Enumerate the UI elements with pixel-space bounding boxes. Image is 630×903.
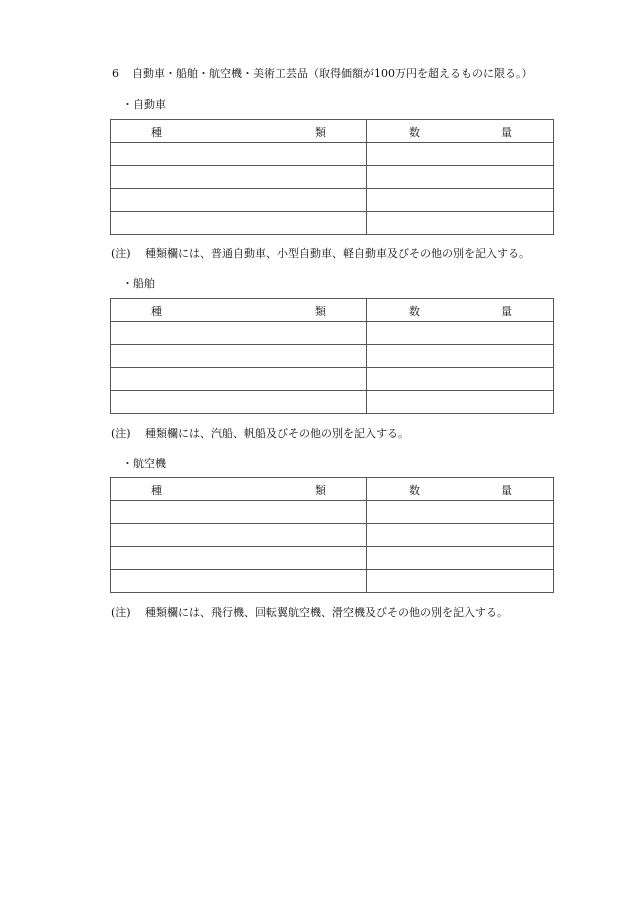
- quantity-cell[interactable]: [367, 391, 554, 414]
- note-text: 種類欄には、飛行機、回転翼航空機、滑空機及びその他の別を記入する。: [145, 606, 508, 619]
- quantity-cell[interactable]: [367, 345, 554, 368]
- table-row: [111, 547, 554, 570]
- table-row: [111, 143, 554, 166]
- note-mark: (注): [111, 247, 131, 260]
- kind-cell[interactable]: [111, 368, 367, 391]
- quantity-cell[interactable]: [367, 501, 554, 524]
- table-row: [111, 345, 554, 368]
- table-header-row: [111, 478, 554, 501]
- kind-cell[interactable]: [111, 345, 367, 368]
- ship-note: [111, 425, 409, 441]
- quantity-cell[interactable]: [367, 322, 554, 345]
- ship-table: [110, 298, 554, 414]
- automobile-table: [110, 119, 554, 235]
- kind-cell[interactable]: [111, 189, 367, 212]
- quantity-cell[interactable]: [367, 368, 554, 391]
- table-row: [111, 501, 554, 524]
- kind-cell[interactable]: [111, 322, 367, 345]
- kind-cell[interactable]: [111, 547, 367, 570]
- automobile-note: [111, 245, 530, 261]
- quantity-cell[interactable]: [367, 570, 554, 593]
- subsection-label-ship: ・船舶: [122, 277, 155, 290]
- kind-cell[interactable]: [111, 570, 367, 593]
- quantity-cell[interactable]: [367, 524, 554, 547]
- subsection-label-automobile: ・自動車: [122, 98, 166, 111]
- kind-header: 種 類: [111, 299, 367, 322]
- table-header-row: [111, 120, 554, 143]
- aircraft-table: [110, 477, 554, 593]
- kind-cell[interactable]: [111, 143, 367, 166]
- quantity-header: 数 量: [367, 120, 554, 143]
- kind-header: 種 類: [111, 478, 367, 501]
- table-row: [111, 368, 554, 391]
- section-title: 自動車・船舶・航空機・美術工芸品（取得価額が100万円を超えるものに限る。）: [132, 67, 533, 80]
- note-text: 種類欄には、汽船、帆船及びその他の別を記入する。: [145, 427, 409, 440]
- kind-cell[interactable]: [111, 212, 367, 235]
- quantity-cell[interactable]: [367, 166, 554, 189]
- note-mark: (注): [111, 427, 131, 440]
- table-row: [111, 189, 554, 212]
- note-mark: (注): [111, 606, 131, 619]
- kind-cell[interactable]: [111, 524, 367, 547]
- aircraft-note: [111, 604, 508, 620]
- table-row: [111, 212, 554, 235]
- subsection-label-aircraft: ・航空機: [122, 457, 166, 470]
- table-header-row: [111, 299, 554, 322]
- kind-cell[interactable]: [111, 166, 367, 189]
- quantity-header: 数 量: [367, 299, 554, 322]
- quantity-cell[interactable]: [367, 189, 554, 212]
- table-row: [111, 524, 554, 547]
- kind-cell[interactable]: [111, 391, 367, 414]
- table-row: [111, 322, 554, 345]
- section-heading: [112, 65, 533, 81]
- table-row: [111, 166, 554, 189]
- kind-header: 種 類: [111, 120, 367, 143]
- quantity-cell[interactable]: [367, 212, 554, 235]
- quantity-cell[interactable]: [367, 547, 554, 570]
- table-row: [111, 570, 554, 593]
- note-text: 種類欄には、普通自動車、小型自動車、軽自動車及びその他の別を記入する。: [145, 247, 530, 260]
- quantity-cell[interactable]: [367, 143, 554, 166]
- quantity-header: 数 量: [367, 478, 554, 501]
- kind-cell[interactable]: [111, 501, 367, 524]
- section-number: 6: [112, 67, 119, 80]
- table-row: [111, 391, 554, 414]
